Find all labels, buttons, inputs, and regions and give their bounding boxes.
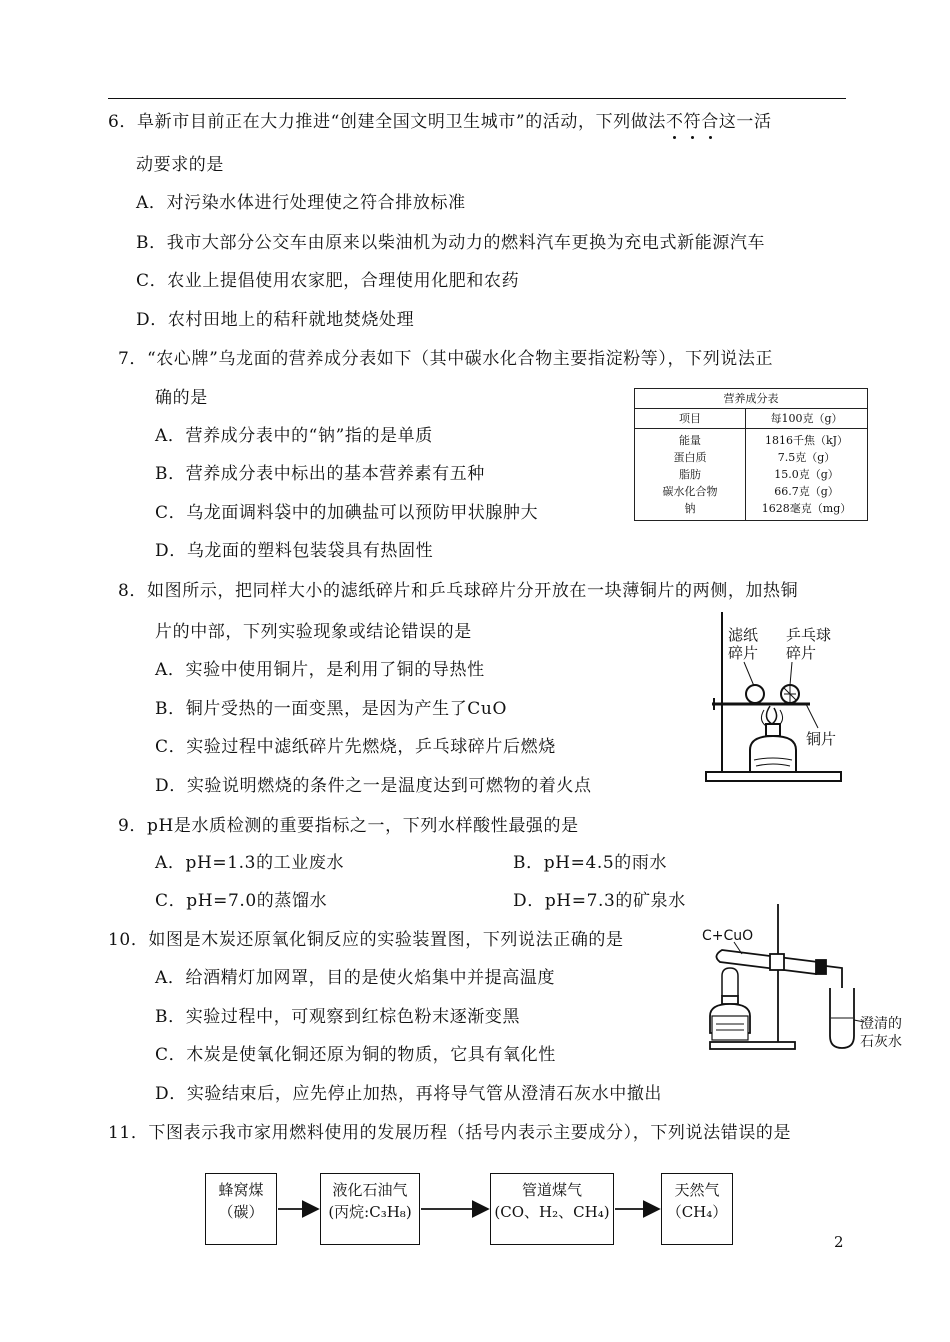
- q8-stem-line-2: 片的中部，下列实验现象或结论错误的是: [155, 622, 472, 642]
- q10-stem: 10．如图是木炭还原氧化铜反应的实验装置图，下列说法正确的是: [108, 930, 624, 950]
- flow-formula: (丙烷:C₃H₈): [328, 1203, 412, 1221]
- value-column: [746, 429, 867, 520]
- table-cell: 蛋白质: [673, 451, 707, 464]
- label-reactants: C+CuO: [702, 928, 754, 944]
- lamp-block: [712, 1016, 748, 1040]
- flow-name: 蜂窝煤: [218, 1181, 264, 1199]
- q6-stem-line-1: 6．阜新市目前正在大力推进“创建全国文明卫生城市”的活动，下列做法不符合这一活: [108, 107, 772, 132]
- header-value: 每100克（g）: [770, 412, 843, 425]
- q10-option-d: D．实验结束后，应先停止加热，再将导气管从澄清石灰水中撤出: [155, 1084, 663, 1104]
- combustion-experiment-figure: [700, 600, 860, 790]
- carbon-reduction-apparatus-figure: [700, 898, 915, 1058]
- q9-option-c: C．pH=7.0的蒸馏水: [155, 891, 328, 911]
- flow-formula: (CO、H₂、CH₄): [494, 1203, 610, 1221]
- q8-option-c: C．实验过程中滤纸碎片先燃烧，乒乓球碎片后燃烧: [155, 737, 556, 757]
- stand-base: [710, 1042, 795, 1049]
- table-cell: 66.7克（g）: [774, 485, 839, 498]
- label-ball-line-2: 碎片: [786, 644, 817, 662]
- stand-base: [706, 772, 841, 781]
- mesh-hood: [722, 968, 738, 996]
- q8-option-d: D．实验说明燃烧的条件之一是温度达到可燃物的着火点: [155, 776, 592, 796]
- q7-option-d: D．乌龙面的塑料包装袋具有热固性: [155, 541, 434, 561]
- q8-option-a: A．实验中使用铜片，是利用了铜的导热性: [155, 660, 485, 680]
- q7-stem-line-1: 7．“农心牌”乌龙面的营养成分表如下（其中碳水化合物主要指淀粉等），下列说法正: [118, 349, 774, 369]
- q9-option-a: A．pH=1.3的工业废水: [155, 853, 345, 873]
- q9-option-b: B．pH=4.5的雨水: [513, 853, 668, 873]
- q6-option-c: C．农业上提倡使用农家肥，合理使用化肥和农药: [136, 271, 520, 291]
- flow-formula: （CH₄）: [666, 1203, 728, 1221]
- emphasis-char: 合: [701, 107, 719, 132]
- label-copper: 铜片: [806, 730, 837, 748]
- alcohol-lamp: [750, 736, 796, 772]
- nutrition-table: [634, 388, 868, 521]
- page-number: 2: [834, 1233, 844, 1251]
- header-item: 项目: [635, 409, 746, 428]
- q10-option-c: C．木炭是使氧化铜还原为铜的物质，它具有氧化性: [155, 1045, 556, 1065]
- q8-stem-line-1: 8．如图所示，把同样大小的滤纸碎片和乒乓球碎片分开放在一块薄铜片的两侧，加热铜: [118, 581, 799, 601]
- tube-clamp: [770, 954, 784, 970]
- q9-stem: 9．pH是水质检测的重要指标之一，下列水样酸性最强的是: [118, 816, 579, 836]
- label-ball-line-1: 乒乓球: [786, 626, 832, 644]
- flow-name: 天然气: [674, 1181, 720, 1199]
- table-cell: 7.5克（g）: [777, 451, 836, 464]
- flow-name: 管道煤气: [521, 1181, 582, 1199]
- table-cell: 1816千焦（kJ）: [764, 434, 849, 447]
- label-paper-line-2: 碎片: [728, 644, 759, 662]
- q6-option-d: D．农村田地上的秸秆就地焚烧处理: [136, 310, 415, 330]
- table-cell: 碳水化合物: [662, 485, 718, 498]
- table-cell: 能量: [679, 434, 701, 447]
- table-cell: 钠: [684, 502, 696, 515]
- q7-option-b: B．营养成分表中标出的基本营养素有五种: [155, 464, 485, 484]
- filter-paper-piece: [746, 685, 764, 703]
- q7-option-c: C．乌龙面调料袋中的加碘盐可以预防甲状腺肿大: [155, 503, 539, 523]
- stopper: [816, 960, 826, 974]
- q6-option-b: B．我市大部分公交车由原来以柴油机为动力的燃料汽车更换为充电式新能源汽车: [136, 233, 766, 253]
- item-column: [635, 429, 746, 520]
- q9-option-d: D．pH=7.3的矿泉水: [513, 891, 686, 911]
- emphasis-char: 符: [684, 107, 702, 132]
- test-tube: [716, 950, 818, 974]
- header-rule: [108, 98, 846, 99]
- nutrition-table-body: [635, 429, 867, 520]
- label-limewater-line-1: 澄清的: [860, 1016, 902, 1032]
- q10-option-a: A．给酒精灯加网罩，目的是使火焰集中并提高温度: [155, 968, 556, 988]
- emphasis-char: 不: [666, 107, 684, 132]
- q11-stem: 11．下图表示我市家用燃料使用的发展历程（括号内表示主要成分），下列说法错误的是: [108, 1123, 792, 1143]
- nutrition-table-caption: 营养成分表: [635, 389, 867, 409]
- q10-option-b: B．实验过程中，可观察到红棕色粉末逐渐变黑: [155, 1007, 521, 1027]
- flame: [766, 706, 776, 724]
- q6-option-a: A．对污染水体进行处理使之符合排放标准: [136, 193, 466, 213]
- table-cell: 15.0克（g）: [774, 468, 839, 481]
- flow-arrows: [0, 1195, 950, 1225]
- q7-option-a: A．营养成分表中的“钠”指的是单质: [155, 426, 433, 446]
- label-paper-line-1: 滤纸: [728, 626, 759, 644]
- q6-stem-line-2: 动要求的是: [136, 155, 224, 175]
- q8-option-b: B．铜片受热的一面变黑，是因为产生了CuO: [155, 699, 507, 719]
- table-cell: 1628毫克（mg）: [761, 502, 852, 515]
- flow-name: 液化石油气: [332, 1181, 408, 1199]
- table-cell: 脂肪: [679, 468, 701, 481]
- label-limewater-line-2: 石灰水: [860, 1034, 902, 1050]
- q7-stem-line-2: 确的是: [155, 388, 208, 408]
- nutrition-table-header: [635, 409, 867, 429]
- lamp-wick-holder: [766, 724, 780, 736]
- flow-formula: （碳）: [218, 1203, 264, 1221]
